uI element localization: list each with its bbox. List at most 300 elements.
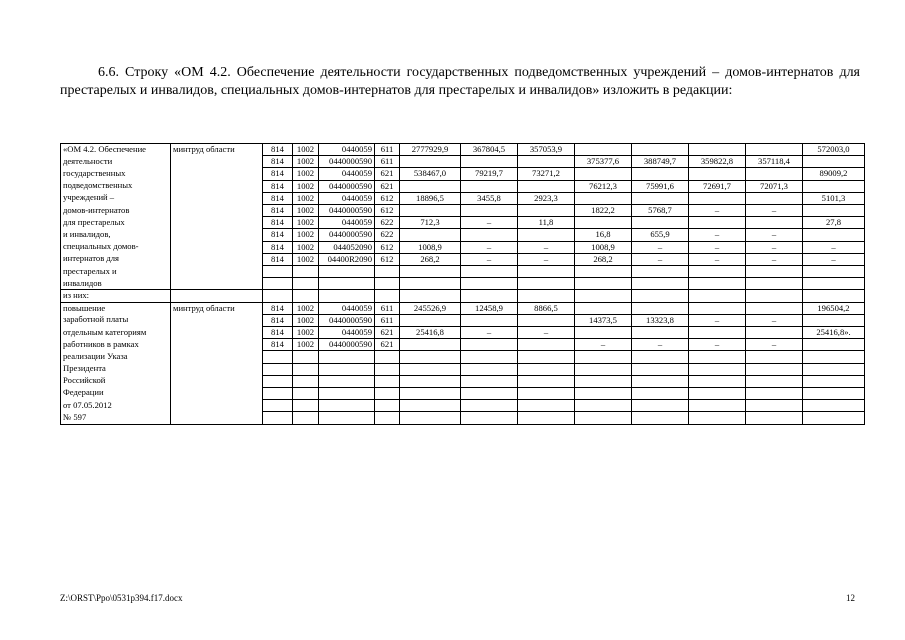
empty-cell	[803, 266, 865, 278]
empty-cell	[575, 363, 632, 375]
code-cell: 621	[375, 339, 400, 351]
value-cell: 357053,9	[518, 144, 575, 156]
value-cell: 196504,2	[803, 302, 865, 314]
value-cell	[400, 314, 461, 326]
value-cell	[632, 217, 689, 229]
empty-cell	[689, 351, 746, 363]
value-cell	[461, 180, 518, 192]
value-cell: 13323,8	[632, 314, 689, 326]
value-cell	[803, 205, 865, 217]
empty-cell	[319, 412, 375, 424]
empty-cell	[803, 387, 865, 399]
value-cell: –	[461, 241, 518, 253]
empty-cell	[689, 400, 746, 412]
value-cell: –	[518, 327, 575, 339]
empty-cell	[319, 351, 375, 363]
value-cell: 25416,8».	[803, 327, 865, 339]
empty-cell	[632, 400, 689, 412]
value-cell	[632, 302, 689, 314]
value-cell: 375377,6	[575, 156, 632, 168]
executor-cell	[171, 363, 263, 375]
table-row	[61, 217, 865, 229]
value-cell: 712,3	[400, 217, 461, 229]
empty-cell	[375, 290, 400, 302]
code-cell: 0440059	[319, 168, 375, 180]
code-cell: 814	[263, 156, 293, 168]
empty-cell	[400, 351, 461, 363]
empty-cell	[746, 363, 803, 375]
empty-cell	[375, 363, 400, 375]
empty-cell	[400, 290, 461, 302]
value-cell: 27,8	[803, 217, 865, 229]
page-number: 12	[846, 593, 855, 603]
code-cell: 612	[375, 253, 400, 265]
value-cell	[400, 229, 461, 241]
value-cell: 89009,2	[803, 168, 865, 180]
empty-cell	[293, 387, 319, 399]
code-cell: 1002	[293, 192, 319, 204]
table-row	[61, 278, 865, 290]
empty-cell	[375, 375, 400, 387]
code-cell: 814	[263, 168, 293, 180]
row-name-line: заработной платы	[61, 314, 171, 326]
executor-cell	[171, 412, 263, 424]
empty-cell	[375, 278, 400, 290]
empty-cell	[319, 266, 375, 278]
code-cell: 612	[375, 205, 400, 217]
empty-cell	[518, 266, 575, 278]
value-cell	[746, 302, 803, 314]
value-cell	[518, 156, 575, 168]
empty-cell	[746, 278, 803, 290]
empty-cell	[319, 290, 375, 302]
value-cell	[518, 339, 575, 351]
empty-cell	[632, 375, 689, 387]
value-cell	[689, 327, 746, 339]
executor-cell	[171, 192, 263, 204]
row-name-line: «ОМ 4.2. Обеспечение	[61, 144, 171, 156]
empty-cell	[461, 387, 518, 399]
value-cell	[461, 314, 518, 326]
value-cell	[461, 339, 518, 351]
code-cell: 1002	[293, 180, 319, 192]
row-name-line: государственных	[61, 168, 171, 180]
value-cell: –	[689, 314, 746, 326]
executor-cell	[171, 180, 263, 192]
code-cell: 0440000590	[319, 229, 375, 241]
code-cell: 0440000590	[319, 205, 375, 217]
value-cell	[461, 229, 518, 241]
row-name-line: специальных домов-	[61, 241, 171, 253]
value-cell	[400, 156, 461, 168]
value-cell	[518, 180, 575, 192]
empty-cell	[518, 363, 575, 375]
code-cell: 621	[375, 180, 400, 192]
iz-nih-label: из них:	[61, 290, 171, 302]
value-cell: –	[689, 241, 746, 253]
empty-cell	[575, 278, 632, 290]
empty-cell	[375, 412, 400, 424]
executor-cell: минтруд области	[171, 144, 263, 156]
value-cell: 5101,3	[803, 192, 865, 204]
empty-cell	[689, 375, 746, 387]
value-cell	[803, 229, 865, 241]
value-cell	[803, 156, 865, 168]
value-cell	[746, 327, 803, 339]
value-cell	[400, 205, 461, 217]
value-cell	[746, 192, 803, 204]
value-cell	[575, 144, 632, 156]
value-cell: 72071,3	[746, 180, 803, 192]
value-cell	[461, 156, 518, 168]
code-cell: 1002	[293, 229, 319, 241]
code-cell: 612	[375, 192, 400, 204]
intro-paragraph: 6.6. Строку «ОМ 4.2. Обеспечение деятельности государственных подведомственных учреждений – домов-интернатов для престарелых и инвалидов, специальных домов-интернатов для престарелых и инвалидов» изложить в редакции:	[60, 65, 860, 98]
empty-cell	[689, 412, 746, 424]
value-cell	[575, 217, 632, 229]
value-cell: 8866,5	[518, 302, 575, 314]
table-row	[61, 363, 865, 375]
value-cell: 359822,8	[689, 156, 746, 168]
table-row	[61, 205, 865, 217]
executor-cell	[171, 205, 263, 217]
empty-cell	[319, 400, 375, 412]
code-cell: 612	[375, 241, 400, 253]
empty-cell	[263, 278, 293, 290]
code-cell: 814	[263, 241, 293, 253]
empty-cell	[575, 351, 632, 363]
empty-cell	[461, 290, 518, 302]
value-cell: –	[803, 253, 865, 265]
code-cell: 0440059	[319, 302, 375, 314]
value-cell: 11,8	[518, 217, 575, 229]
table-row	[61, 387, 865, 399]
empty-cell	[293, 266, 319, 278]
executor-cell	[171, 217, 263, 229]
budget-table	[60, 143, 865, 425]
executor-cell	[171, 241, 263, 253]
value-cell: 245526,9	[400, 302, 461, 314]
empty-cell	[518, 387, 575, 399]
empty-cell	[319, 387, 375, 399]
value-cell: 367804,5	[461, 144, 518, 156]
code-cell: 611	[375, 314, 400, 326]
executor-cell	[171, 253, 263, 265]
value-cell: 73271,2	[518, 168, 575, 180]
value-cell	[400, 339, 461, 351]
value-cell: 25416,8	[400, 327, 461, 339]
empty-cell	[293, 290, 319, 302]
value-cell: 2923,3	[518, 192, 575, 204]
empty-cell	[689, 266, 746, 278]
empty-cell	[803, 363, 865, 375]
code-cell: 814	[263, 144, 293, 156]
empty-cell	[575, 266, 632, 278]
row-name-line: и инвалидов,	[61, 229, 171, 241]
code-cell: 1002	[293, 217, 319, 229]
iz-nih-row	[61, 290, 865, 302]
value-cell: 572003,0	[803, 144, 865, 156]
code-cell: 622	[375, 229, 400, 241]
empty-cell	[518, 351, 575, 363]
code-cell: 814	[263, 205, 293, 217]
value-cell	[632, 168, 689, 180]
code-cell: 1002	[293, 156, 319, 168]
value-cell	[575, 192, 632, 204]
value-cell: 268,2	[575, 253, 632, 265]
value-cell: –	[746, 229, 803, 241]
empty-cell	[632, 387, 689, 399]
executor-cell	[171, 314, 263, 326]
row-name-line: повышение	[61, 302, 171, 314]
value-cell	[518, 205, 575, 217]
code-cell: 814	[263, 302, 293, 314]
row-name-line: Президента	[61, 363, 171, 375]
value-cell: 79219,7	[461, 168, 518, 180]
empty-cell	[461, 363, 518, 375]
value-cell: –	[746, 241, 803, 253]
code-cell: 044052090	[319, 241, 375, 253]
empty-cell	[461, 266, 518, 278]
value-cell	[803, 180, 865, 192]
value-cell: –	[632, 339, 689, 351]
table-row	[61, 314, 865, 326]
empty-cell	[319, 278, 375, 290]
executor-cell	[171, 168, 263, 180]
executor-cell	[171, 156, 263, 168]
row-name-line: от 07.05.2012	[61, 400, 171, 412]
empty-cell	[746, 266, 803, 278]
empty-cell	[632, 278, 689, 290]
row-name-line: № 597	[61, 412, 171, 424]
value-cell: 72691,7	[689, 180, 746, 192]
empty-cell	[461, 375, 518, 387]
empty-cell	[400, 412, 461, 424]
executor-cell	[171, 351, 263, 363]
empty-cell	[632, 290, 689, 302]
empty-cell	[375, 266, 400, 278]
table-row	[61, 192, 865, 204]
value-cell: –	[518, 241, 575, 253]
empty-cell	[263, 351, 293, 363]
value-cell	[518, 229, 575, 241]
value-cell: 2777929,9	[400, 144, 461, 156]
value-cell: –	[689, 205, 746, 217]
empty-cell	[461, 400, 518, 412]
empty-cell	[293, 351, 319, 363]
empty-cell	[689, 363, 746, 375]
executor-cell	[171, 375, 263, 387]
empty-cell	[803, 290, 865, 302]
empty-cell	[319, 375, 375, 387]
row-name-line: Федерации	[61, 387, 171, 399]
empty-cell	[746, 400, 803, 412]
executor-cell	[171, 387, 263, 399]
empty-cell	[632, 266, 689, 278]
empty-cell	[803, 375, 865, 387]
executor-cell	[171, 229, 263, 241]
empty-cell	[518, 412, 575, 424]
value-cell: 76212,3	[575, 180, 632, 192]
empty-cell	[263, 387, 293, 399]
value-cell	[575, 302, 632, 314]
value-cell: –	[746, 314, 803, 326]
code-cell: 1002	[293, 241, 319, 253]
value-cell: –	[461, 217, 518, 229]
code-cell: 611	[375, 302, 400, 314]
code-cell: 0440000590	[319, 339, 375, 351]
table-row	[61, 168, 865, 180]
empty-cell	[293, 375, 319, 387]
code-cell: 1002	[293, 339, 319, 351]
table-row	[61, 180, 865, 192]
row-name-line: интернатов для	[61, 253, 171, 265]
empty-cell	[803, 278, 865, 290]
value-cell	[632, 144, 689, 156]
executor-cell	[171, 266, 263, 278]
table-row	[61, 302, 865, 314]
executor-cell	[171, 278, 263, 290]
code-cell: 814	[263, 253, 293, 265]
empty-cell	[575, 400, 632, 412]
code-cell: 0440059	[319, 217, 375, 229]
empty-cell	[263, 363, 293, 375]
table-row	[61, 375, 865, 387]
value-cell: 655,9	[632, 229, 689, 241]
value-cell	[689, 217, 746, 229]
value-cell	[632, 192, 689, 204]
value-cell	[746, 217, 803, 229]
code-cell: 1002	[293, 314, 319, 326]
code-cell: 1002	[293, 327, 319, 339]
value-cell: –	[632, 253, 689, 265]
empty-cell	[319, 363, 375, 375]
empty-cell	[400, 400, 461, 412]
empty-cell	[293, 278, 319, 290]
row-name-line: учреждений –	[61, 192, 171, 204]
value-cell	[400, 180, 461, 192]
value-cell: –	[518, 253, 575, 265]
value-cell: –	[575, 339, 632, 351]
table-row	[61, 400, 865, 412]
code-cell: 814	[263, 180, 293, 192]
empty-cell	[400, 278, 461, 290]
empty-cell	[263, 266, 293, 278]
table-row	[61, 327, 865, 339]
code-cell: 814	[263, 339, 293, 351]
value-cell	[746, 144, 803, 156]
value-cell: –	[689, 339, 746, 351]
empty-cell	[400, 266, 461, 278]
value-cell	[632, 327, 689, 339]
empty-cell	[746, 412, 803, 424]
empty-cell	[293, 400, 319, 412]
executor-cell	[171, 327, 263, 339]
empty-cell	[518, 278, 575, 290]
table-row	[61, 229, 865, 241]
empty-cell	[518, 400, 575, 412]
table-row	[61, 351, 865, 363]
row-name-line: Российской	[61, 375, 171, 387]
code-cell: 0440059	[319, 192, 375, 204]
empty-cell	[461, 278, 518, 290]
value-cell	[689, 302, 746, 314]
table-row	[61, 241, 865, 253]
row-name-line: работников в рамках	[61, 339, 171, 351]
value-cell: –	[689, 253, 746, 265]
value-cell: 1822,2	[575, 205, 632, 217]
value-cell: 75991,6	[632, 180, 689, 192]
value-cell: 5768,7	[632, 205, 689, 217]
empty-cell	[746, 387, 803, 399]
value-cell	[746, 168, 803, 180]
code-cell: 0440000590	[319, 180, 375, 192]
value-cell: –	[746, 205, 803, 217]
empty-cell	[375, 400, 400, 412]
empty-cell	[803, 412, 865, 424]
empty-cell	[746, 290, 803, 302]
empty-cell	[803, 400, 865, 412]
value-cell: 388749,7	[632, 156, 689, 168]
value-cell	[575, 327, 632, 339]
row-name-line: отдельным категориям	[61, 327, 171, 339]
code-cell: 621	[375, 327, 400, 339]
file-path: Z:\ORST\Ppo\0531p394.f17.docx	[60, 593, 183, 603]
value-cell: 1008,9	[575, 241, 632, 253]
empty-cell	[400, 375, 461, 387]
value-cell: –	[689, 229, 746, 241]
code-cell: 611	[375, 156, 400, 168]
code-cell: 1002	[293, 168, 319, 180]
empty-cell	[293, 412, 319, 424]
value-cell	[461, 205, 518, 217]
row-name-line: реализации Указа	[61, 351, 171, 363]
empty-cell	[263, 290, 293, 302]
code-cell: 611	[375, 144, 400, 156]
table-row	[61, 339, 865, 351]
value-cell: 357118,4	[746, 156, 803, 168]
table-row	[61, 253, 865, 265]
code-cell: 1002	[293, 253, 319, 265]
empty-cell	[171, 290, 263, 302]
empty-cell	[689, 278, 746, 290]
code-cell: 622	[375, 217, 400, 229]
table-row	[61, 412, 865, 424]
empty-cell	[632, 363, 689, 375]
value-cell	[689, 144, 746, 156]
value-cell: 14373,5	[575, 314, 632, 326]
empty-cell	[375, 387, 400, 399]
value-cell: –	[746, 253, 803, 265]
code-cell: 0440059	[319, 327, 375, 339]
code-cell: 1002	[293, 205, 319, 217]
value-cell	[575, 168, 632, 180]
value-cell: –	[803, 241, 865, 253]
table-row	[61, 266, 865, 278]
value-cell	[803, 339, 865, 351]
empty-cell	[575, 387, 632, 399]
executor-cell	[171, 400, 263, 412]
empty-cell	[803, 351, 865, 363]
code-cell: 814	[263, 314, 293, 326]
empty-cell	[400, 363, 461, 375]
row-name-line: престарелых и	[61, 266, 171, 278]
empty-cell	[461, 412, 518, 424]
value-cell: 268,2	[400, 253, 461, 265]
value-cell: –	[746, 339, 803, 351]
value-cell: –	[632, 241, 689, 253]
empty-cell	[632, 351, 689, 363]
